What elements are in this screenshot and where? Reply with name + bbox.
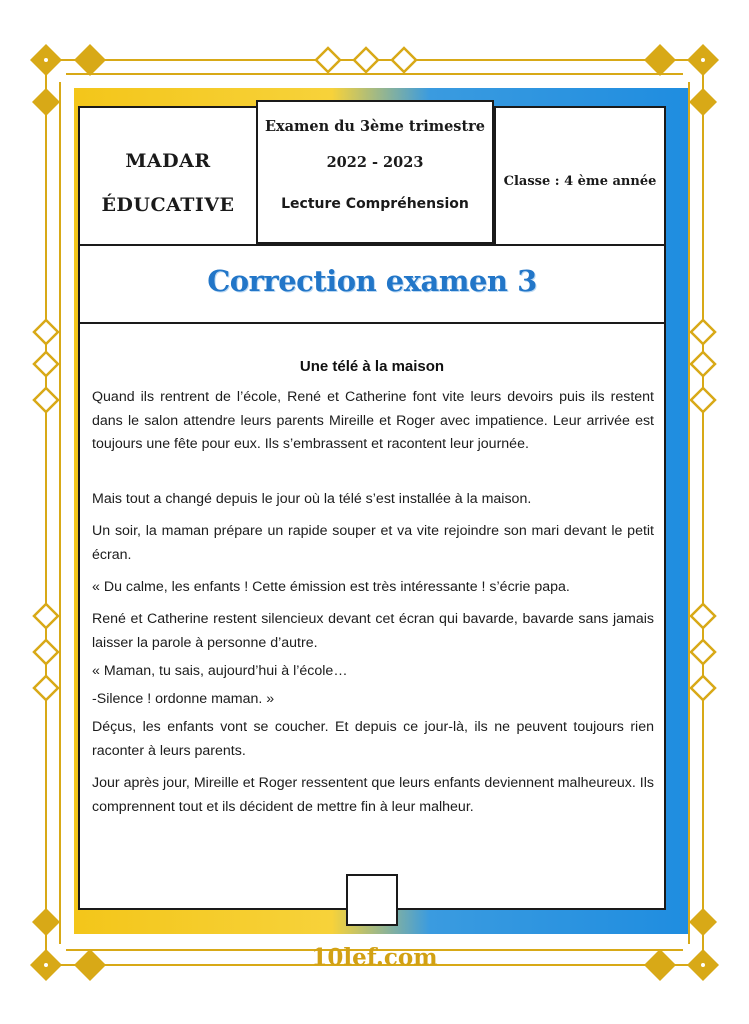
class-label: Classe : 4 ème année bbox=[503, 174, 657, 189]
school-name-line2: ÉDUCATIVE bbox=[101, 194, 235, 216]
story-paragraph: Un soir, la maman prépare un rapide souper et va vite rejoindre son mari devant le petit écran. bbox=[92, 523, 654, 563]
story-paragraph: -Silence ! ordonne maman. » bbox=[92, 691, 275, 707]
story-paragraph: « Maman, tu sais, aujourd’hui à l’école… bbox=[92, 663, 348, 679]
story-paragraph: Mais tout a changé depuis le jour où la télé s’est installée à la maison. bbox=[92, 491, 532, 507]
story-paragraph: Déçus, les enfants vont se coucher. Et depuis ce jour-là, ils ne peuvent toujours rien raconter à leurs parents. bbox=[92, 719, 654, 759]
header-table bbox=[80, 108, 664, 246]
school-name-line1: MADAR bbox=[125, 150, 211, 172]
exam-title: Examen du 3ème trimestre bbox=[264, 118, 486, 135]
exam-info-cell bbox=[256, 100, 494, 244]
exam-year: 2022 - 2023 bbox=[326, 154, 424, 171]
story-paragraph: « Du calme, les enfants ! Cette émission est très intéressante ! s’écrie papa. bbox=[92, 579, 570, 595]
school-cell bbox=[80, 108, 256, 244]
exam-page bbox=[78, 106, 666, 910]
site-watermark: 10lef.com bbox=[311, 944, 438, 971]
story-paragraph: René et Catherine restent silencieux devant cet écran qui bavarde, bavarde sans jamais laisser la parole à personne d’autre. bbox=[92, 611, 654, 651]
story-paragraph: Quand ils rentrent de l’école, René et Catherine font vite leurs devoirs puis ils restent dans le salon attendre leurs parents Mireille et Roger avec impatience. Leur arrivée est toujours une fête pour eux. Ils s’embrassent et racontent leur journée. bbox=[92, 389, 654, 452]
bottom-square bbox=[346, 874, 398, 926]
story-paragraph: Jour après jour, Mireille et Roger ressentent que leurs enfants deviennent malheureux. Ils comprennent tout et ils décident de mettre fin à leur malheur. bbox=[92, 775, 654, 815]
page-title: Correction examen 3 bbox=[207, 264, 537, 298]
class-cell bbox=[494, 108, 664, 244]
exam-subject: Lecture Compréhension bbox=[281, 196, 469, 212]
story-title: Une télé à la maison bbox=[299, 358, 445, 375]
banner-row bbox=[80, 244, 664, 324]
